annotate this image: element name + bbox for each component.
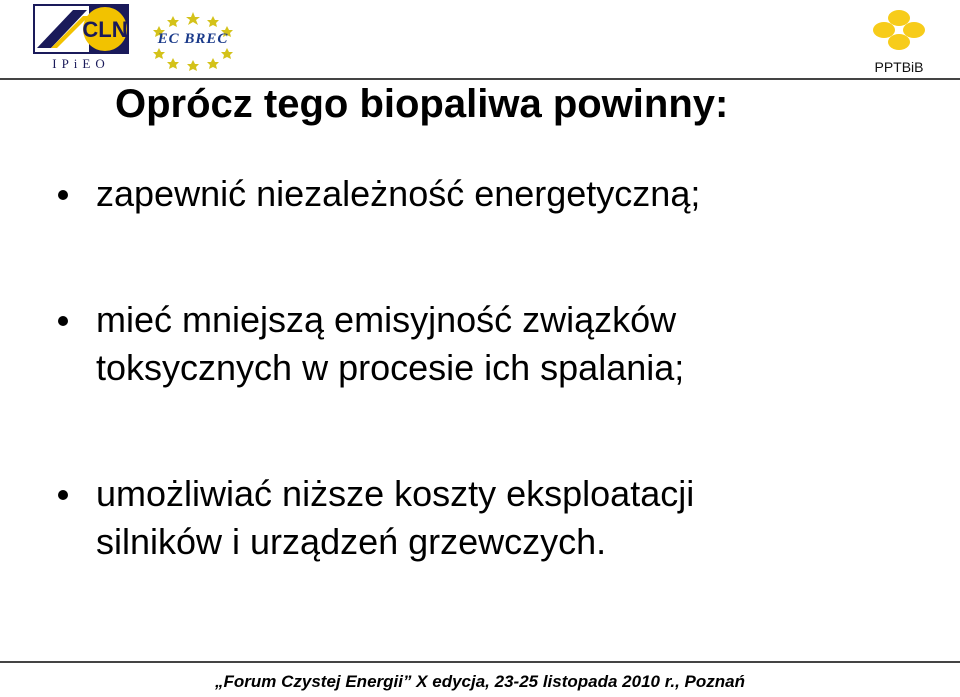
bullet-text: mieć mniejszą emisyjność związków bbox=[96, 299, 677, 340]
footer-text: „Forum Czystej Energii” X edycja, 23-25 listopada 2010 r., Poznań bbox=[214, 672, 746, 691]
ipieo-logo bbox=[33, 4, 129, 74]
pptbib-caption: PPTBiB bbox=[874, 59, 924, 75]
ipieo-caption: IPiEO bbox=[52, 56, 110, 71]
pptbib-flower-logo-icon bbox=[864, 6, 934, 56]
footer-divider bbox=[0, 661, 960, 663]
bullet-dot-icon bbox=[58, 190, 68, 200]
ecbrec-caption: EC BREC bbox=[157, 31, 229, 47]
bullet-text: zapewnić niezależność energetyczną; bbox=[96, 173, 701, 214]
bullet-text-continuation: silników i urządzeń grzewczych. bbox=[96, 521, 607, 562]
header-divider bbox=[0, 78, 960, 80]
bullet-dot-icon bbox=[58, 316, 68, 326]
ecbrec-logo bbox=[143, 10, 243, 72]
bullet-text-continuation: toksycznych w procesie ich spalania; bbox=[96, 347, 685, 388]
svg-text:CLN: CLN bbox=[82, 17, 128, 42]
bullet-dot-icon bbox=[58, 490, 68, 500]
pptbib-logo bbox=[864, 6, 934, 76]
slide-title: Oprócz tego biopaliwa powinny: bbox=[115, 82, 729, 126]
ipieo-logo-icon bbox=[33, 4, 129, 56]
bullet-text: umożliwiać niższe koszty eksploatacji bbox=[96, 473, 695, 514]
